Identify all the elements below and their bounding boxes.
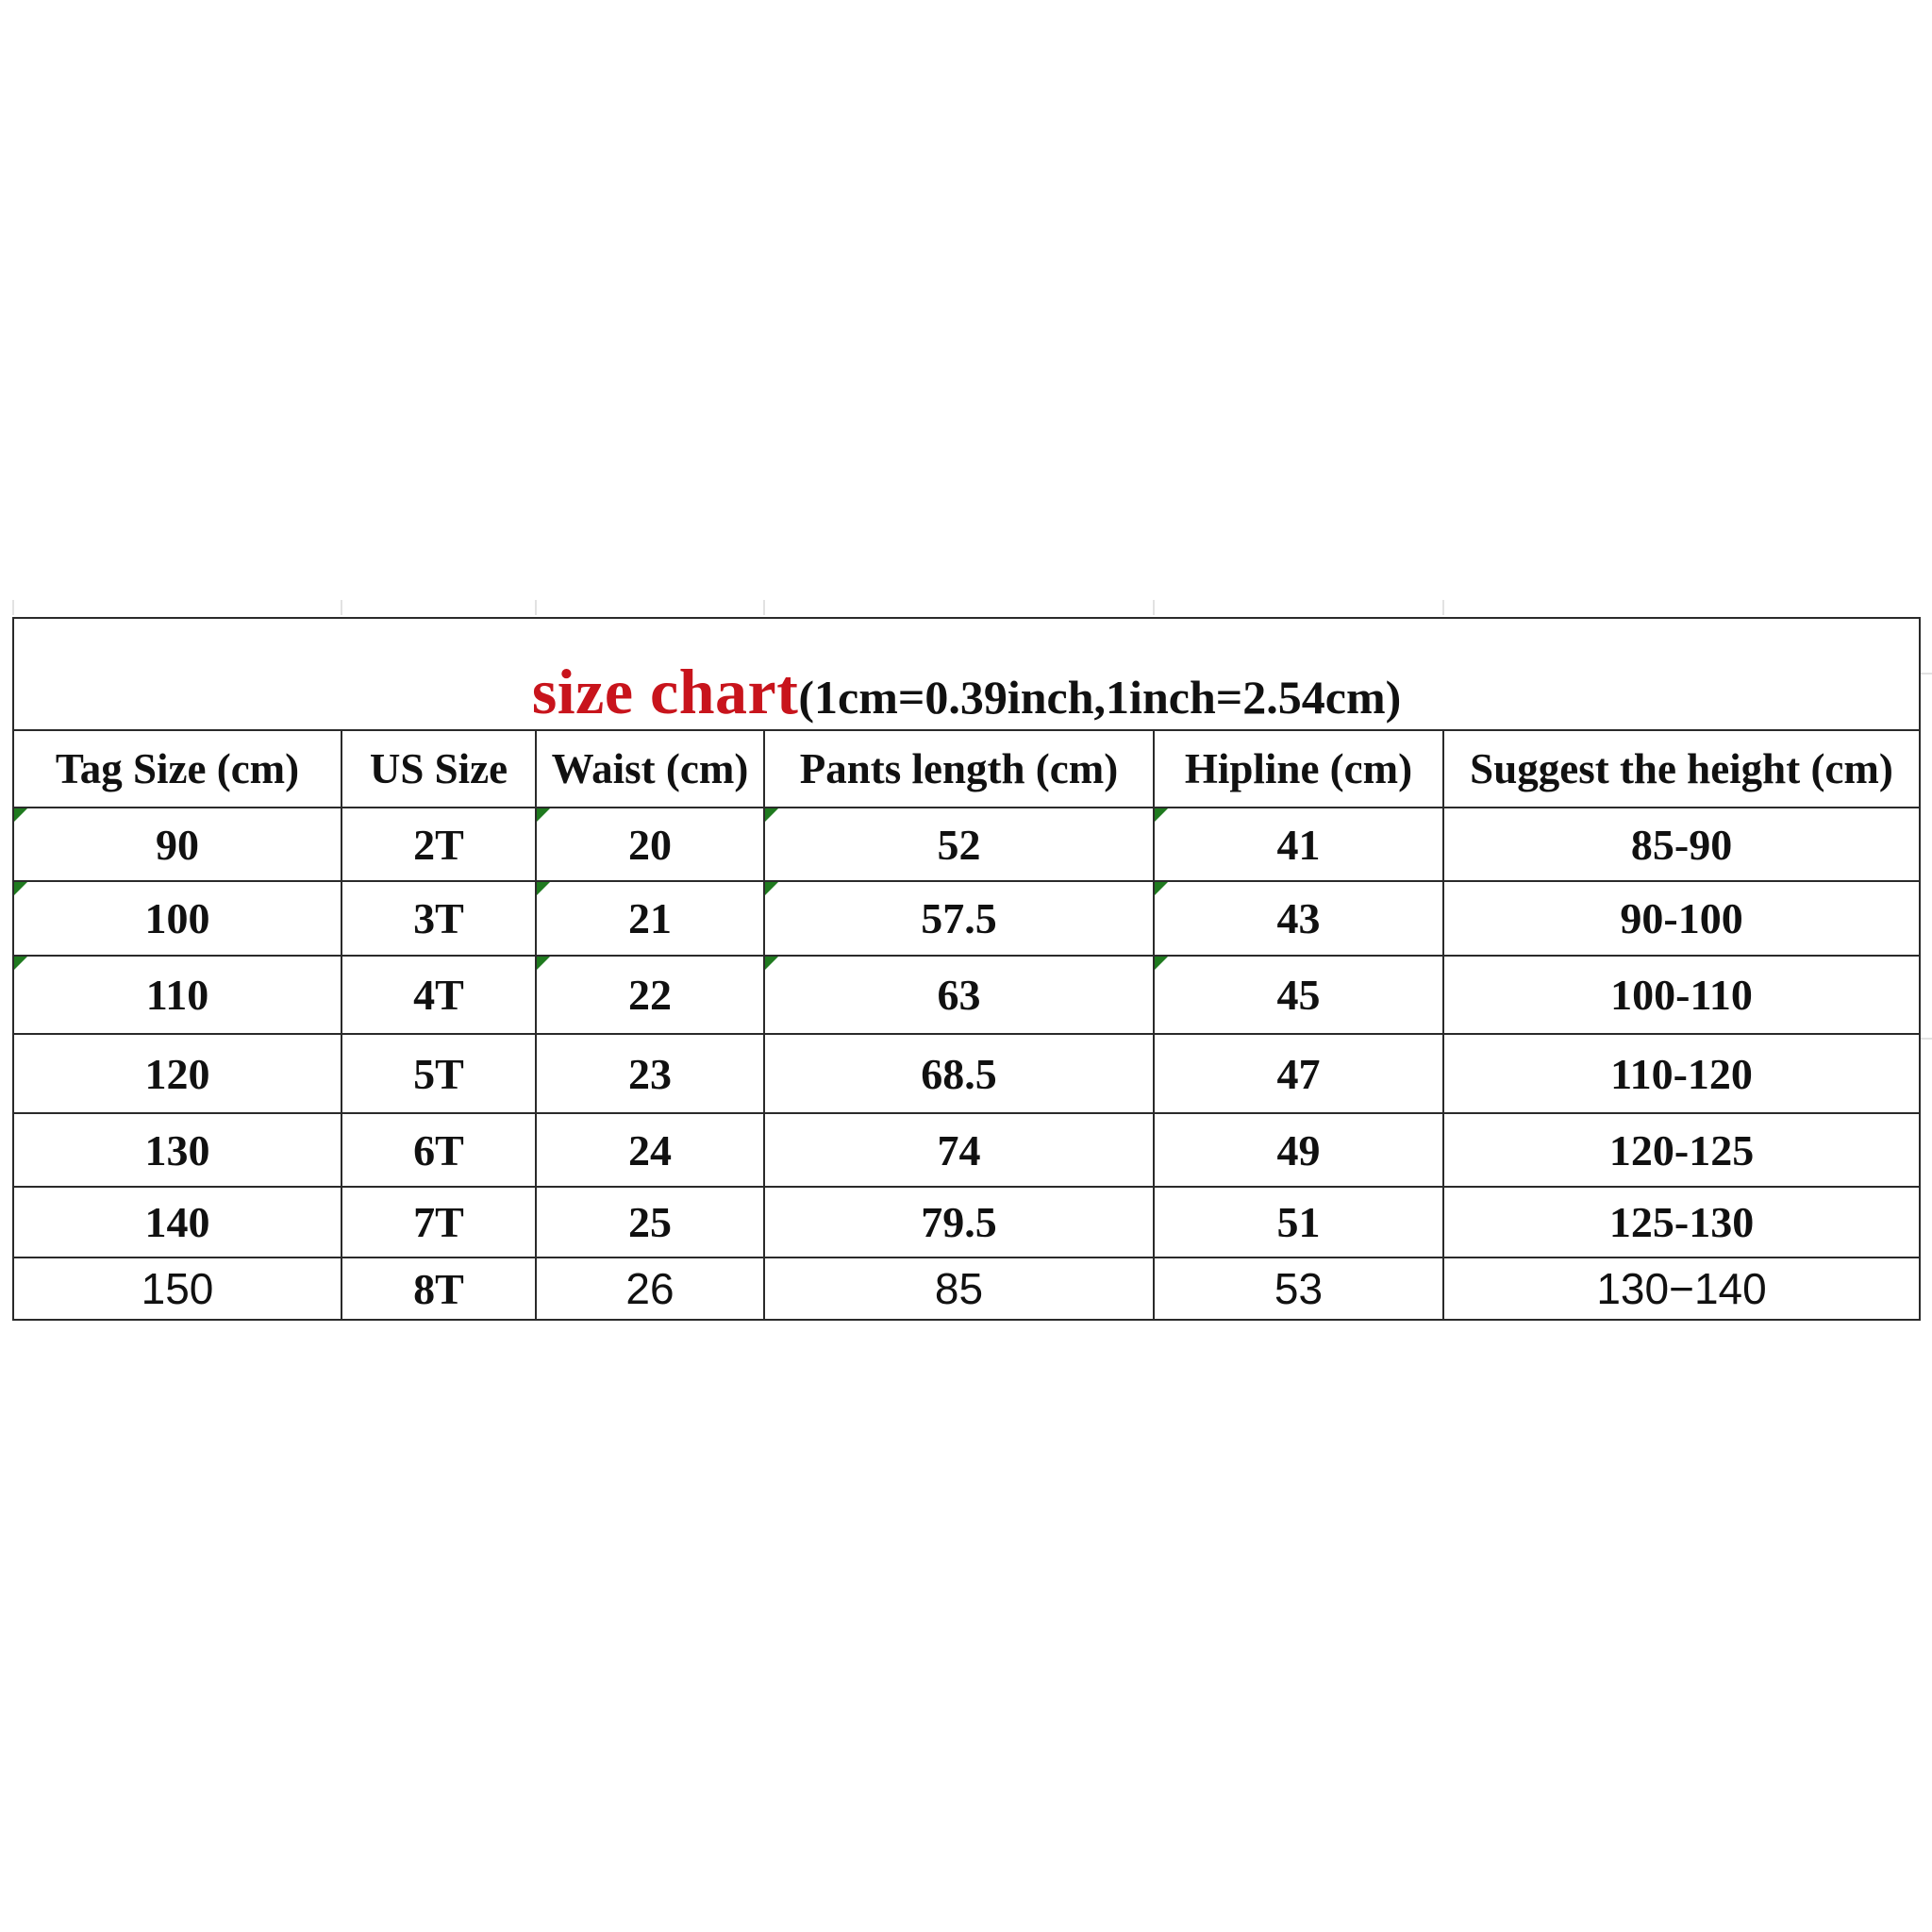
grid-tick: [763, 600, 765, 615]
cell-value: 140: [144, 1198, 210, 1246]
table-cell: [536, 881, 764, 956]
cell-value: 51: [1276, 1198, 1321, 1246]
table-cell: [13, 1187, 341, 1257]
table-cell: [13, 956, 341, 1034]
table-cell: [341, 1113, 536, 1187]
size-chart-table: [12, 617, 1921, 1321]
cell-value: 22: [628, 971, 672, 1019]
cell-value: 120: [144, 1049, 210, 1098]
grid-tick: [535, 600, 537, 615]
table-row: [13, 1113, 1920, 1187]
column-header: Pants length (cm): [764, 730, 1154, 808]
corner-marker-icon: [765, 808, 778, 822]
column-header: Tag Size (cm): [13, 730, 341, 808]
table-cell: [13, 1257, 341, 1320]
cell-value: 150: [141, 1264, 214, 1313]
grid-tick: [1919, 1038, 1932, 1040]
table-cell: [1443, 1034, 1920, 1113]
cell-value: 110: [145, 971, 209, 1019]
table-row: [13, 1187, 1920, 1257]
table-cell: [13, 808, 341, 881]
cell-value: 5T: [413, 1049, 464, 1098]
size-chart-table-wrapper: [12, 617, 1919, 1321]
cell-value: 110-120: [1610, 1049, 1753, 1098]
corner-marker-icon: [537, 882, 550, 895]
table-cell: [1154, 1187, 1443, 1257]
table-cell: [1154, 1257, 1443, 1320]
cell-value: 130−140: [1596, 1264, 1767, 1313]
column-header: Suggest the height (cm): [1443, 730, 1920, 808]
table-cell: [1443, 1113, 1920, 1187]
column-header: Hipline (cm): [1154, 730, 1443, 808]
cell-value: 120-125: [1608, 1125, 1755, 1174]
table-cell: [1154, 1113, 1443, 1187]
cell-value: 57.5: [921, 894, 997, 942]
column-header: US Size: [341, 730, 536, 808]
cell-value: 68.5: [921, 1049, 997, 1098]
header-row: [13, 730, 1920, 808]
cell-value: 85: [934, 1264, 984, 1313]
table-cell: [536, 1034, 764, 1113]
table-cell: [341, 1034, 536, 1113]
table-cell: [764, 1113, 1154, 1187]
cell-value: 20: [628, 820, 672, 869]
cell-value: 2T: [413, 820, 464, 869]
cell-value: 45: [1276, 971, 1321, 1019]
table-cell: [764, 1257, 1154, 1320]
cell-value: 74: [937, 1125, 981, 1174]
corner-marker-icon: [537, 808, 550, 822]
cell-value: 125-130: [1608, 1198, 1755, 1246]
table-cell: [536, 1257, 764, 1320]
table-cell: [341, 1187, 536, 1257]
table-cell: [13, 881, 341, 956]
cell-value: 52: [937, 820, 981, 869]
corner-marker-icon: [1155, 957, 1168, 970]
corner-marker-icon: [14, 957, 27, 970]
column-header: Waist (cm): [536, 730, 764, 808]
cell-value: 43: [1276, 894, 1321, 942]
cell-value: 100: [144, 894, 210, 942]
cell-value: 8T: [413, 1264, 464, 1313]
table-cell: [1154, 956, 1443, 1034]
cell-value: 47: [1276, 1049, 1321, 1098]
corner-marker-icon: [14, 808, 27, 822]
table-cell: [536, 956, 764, 1034]
table-cell: [764, 1034, 1154, 1113]
cell-value: 130: [144, 1125, 210, 1174]
table-cell: [1154, 881, 1443, 956]
table-cell: [1154, 1034, 1443, 1113]
title-row: [13, 618, 1920, 730]
table-cell: [13, 1113, 341, 1187]
table-cell: [764, 956, 1154, 1034]
cell-value: 3T: [413, 894, 464, 942]
cell-value: 21: [628, 894, 672, 942]
table-cell: [1443, 808, 1920, 881]
grid-tick: [341, 600, 342, 615]
cell-value: 63: [937, 971, 981, 1019]
table-cell: [341, 956, 536, 1034]
cell-value: 6T: [413, 1125, 464, 1174]
table-cell: [1154, 808, 1443, 881]
table-cell: [1443, 1257, 1920, 1320]
cell-value: 41: [1276, 820, 1321, 869]
table-cell: [341, 808, 536, 881]
grid-tick: [12, 600, 14, 615]
cell-value: 26: [625, 1264, 675, 1313]
cell-value: 24: [628, 1125, 672, 1174]
title-main: size chart: [531, 656, 799, 727]
table-cell: [536, 1187, 764, 1257]
cell-value: 23: [628, 1049, 672, 1098]
table-row: [13, 956, 1920, 1034]
table-cell: [341, 881, 536, 956]
cell-value: 4T: [413, 971, 464, 1019]
table-row: [13, 1257, 1920, 1320]
grid-tick: [1919, 673, 1932, 675]
cell-value: 100-110: [1610, 971, 1753, 1019]
table-cell: [764, 808, 1154, 881]
cell-value: 49: [1276, 1125, 1321, 1174]
table-row: [13, 1034, 1920, 1113]
cell-value: 90: [156, 820, 199, 869]
table-cell: [764, 881, 1154, 956]
table-cell: [13, 1034, 341, 1113]
corner-marker-icon: [1155, 808, 1168, 822]
corner-marker-icon: [14, 882, 27, 895]
corner-marker-icon: [765, 882, 778, 895]
cell-value: 90-100: [1620, 894, 1743, 942]
cell-value: 53: [1274, 1264, 1324, 1313]
cell-value: 79.5: [921, 1198, 997, 1246]
table-cell: [1443, 956, 1920, 1034]
corner-marker-icon: [537, 957, 550, 970]
table-cell: [341, 1257, 536, 1320]
table-cell: [536, 1113, 764, 1187]
cell-value: 85-90: [1630, 820, 1733, 869]
table-row: [13, 808, 1920, 881]
title-cell: [13, 618, 1920, 730]
table-cell: [1443, 1187, 1920, 1257]
table-cell: [536, 808, 764, 881]
cell-value: 7T: [413, 1198, 464, 1246]
corner-marker-icon: [765, 957, 778, 970]
page-title: [14, 656, 1919, 729]
grid-tick: [1442, 600, 1444, 615]
table-cell: [1443, 881, 1920, 956]
title-conversion: (1cm=0.39inch,1inch=2.54cm): [798, 671, 1402, 724]
corner-marker-icon: [1155, 882, 1168, 895]
table-row: [13, 881, 1920, 956]
cell-value: 25: [628, 1198, 672, 1246]
grid-tick: [1153, 600, 1155, 615]
table-cell: [764, 1187, 1154, 1257]
